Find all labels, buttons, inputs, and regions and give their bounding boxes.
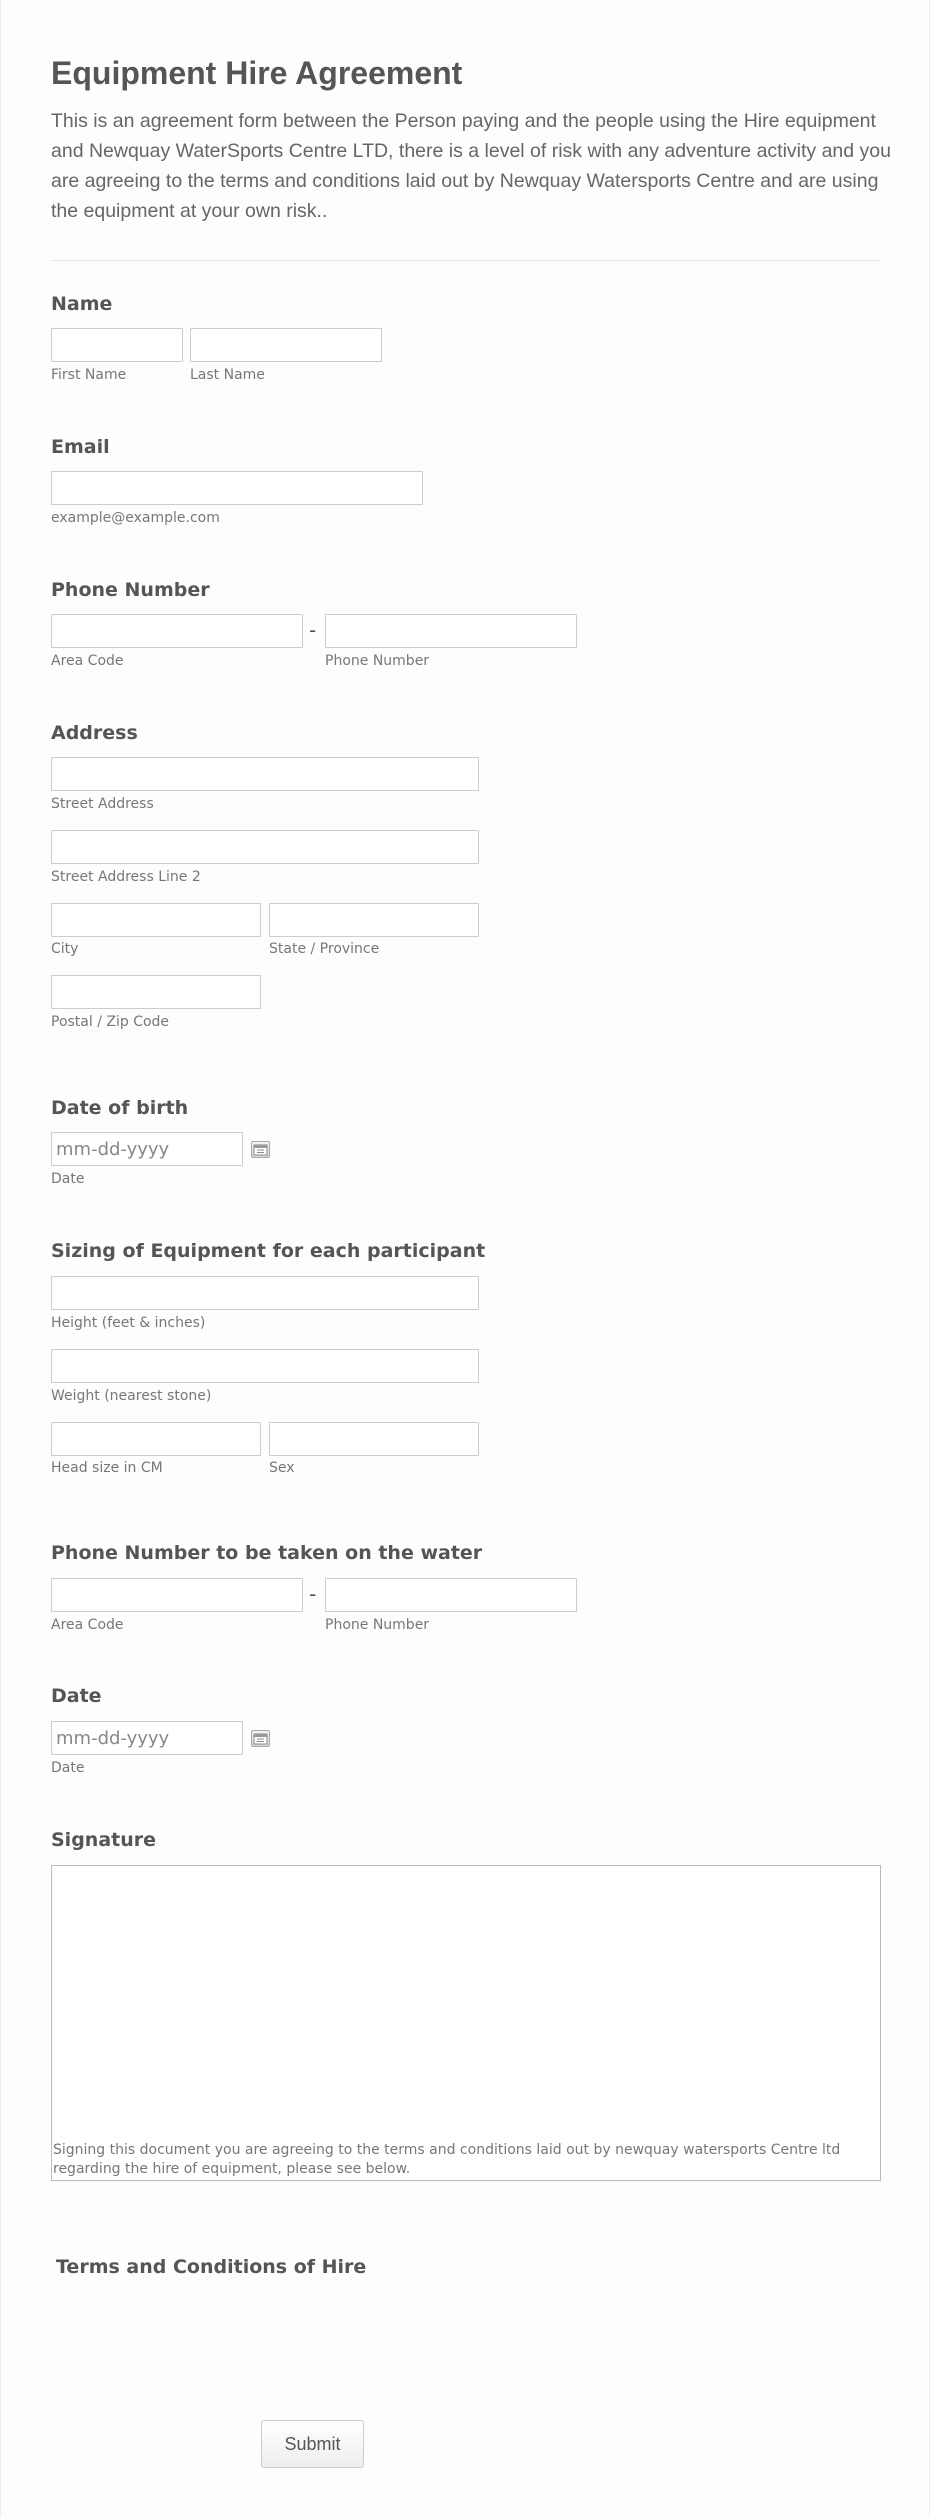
email-input[interactable] <box>51 471 423 505</box>
phone-dash: - <box>309 618 317 642</box>
phone-label: Phone Number <box>51 579 210 601</box>
header-divider <box>51 260 881 261</box>
sizing-label: Sizing of Equipment for each participant <box>51 1240 486 1262</box>
street-address-sublabel: Street Address <box>51 796 154 812</box>
email-label: Email <box>51 436 110 458</box>
water-phone-label: Phone Number to be taken on the water <box>51 1542 483 1564</box>
email-sublabel: example@example.com <box>51 510 220 526</box>
signature-note: Signing this document you are agreeing to the terms and conditions laid out by newquay watersports Centre ltd regarding the hire of equipment, please see below. <box>53 2142 841 2177</box>
head-size-sublabel: Head size in CM <box>51 1460 163 1476</box>
water-phone-number-sublabel: Phone Number <box>325 1617 430 1633</box>
signature-pad[interactable] <box>51 1865 881 2181</box>
phone-area-code-input[interactable] <box>51 614 303 648</box>
city-sublabel: City <box>51 941 79 957</box>
date-input[interactable] <box>51 1721 243 1755</box>
calendar-icon[interactable] <box>251 1730 270 1747</box>
weight-input[interactable] <box>51 1349 479 1383</box>
submit-button[interactable]: Submit <box>261 2420 364 2468</box>
head-size-input[interactable] <box>51 1422 261 1456</box>
date-sublabel: Date <box>51 1760 85 1776</box>
street-address-input[interactable] <box>51 757 479 791</box>
name-label: Name <box>51 293 113 315</box>
water-phone-dash: - <box>309 1582 317 1606</box>
phone-number-input[interactable] <box>325 614 577 648</box>
street-address-line2-sublabel: Street Address Line 2 <box>51 869 201 885</box>
date-of-birth-label: Date of birth <box>51 1097 189 1119</box>
postal-code-input[interactable] <box>51 975 261 1009</box>
terms-title: Terms and Conditions of Hire <box>56 2256 367 2278</box>
form-description: This is an agreement form between the Person paying and the people using the Hire equipment and Newquay WaterSports Centre LTD, there is a level of risk with any adventure activity and you are agreeing to the terms and conditions laid out by Newquay Watersports Centre and are using the equipment at your own risk.. <box>51 110 891 222</box>
sex-input[interactable] <box>269 1422 479 1456</box>
street-address-line2-input[interactable] <box>51 830 479 864</box>
sex-sublabel: Sex <box>269 1460 295 1476</box>
form-title: Equipment Hire Agreement <box>51 55 463 91</box>
phone-area-code-sublabel: Area Code <box>51 653 124 669</box>
height-sublabel: Height (feet & inches) <box>51 1315 206 1331</box>
signature-label: Signature <box>51 1829 157 1851</box>
calendar-icon[interactable] <box>251 1141 270 1158</box>
last-name-sublabel: Last Name <box>190 367 265 383</box>
city-input[interactable] <box>51 903 261 937</box>
state-province-input[interactable] <box>269 903 479 937</box>
last-name-input[interactable] <box>190 328 382 362</box>
water-phone-number-input[interactable] <box>325 1578 577 1612</box>
address-label: Address <box>51 722 138 744</box>
postal-code-sublabel: Postal / Zip Code <box>51 1014 170 1030</box>
water-phone-area-code-input[interactable] <box>51 1578 303 1612</box>
date-of-birth-input[interactable] <box>51 1132 243 1166</box>
date-of-birth-sublabel: Date <box>51 1171 85 1187</box>
height-input[interactable] <box>51 1276 479 1310</box>
first-name-input[interactable] <box>51 328 183 362</box>
state-province-sublabel: State / Province <box>269 941 380 957</box>
phone-number-sublabel: Phone Number <box>325 653 430 669</box>
water-phone-area-code-sublabel: Area Code <box>51 1617 124 1633</box>
weight-sublabel: Weight (nearest stone) <box>51 1388 212 1404</box>
date-label: Date <box>51 1685 102 1707</box>
first-name-sublabel: First Name <box>51 367 127 383</box>
